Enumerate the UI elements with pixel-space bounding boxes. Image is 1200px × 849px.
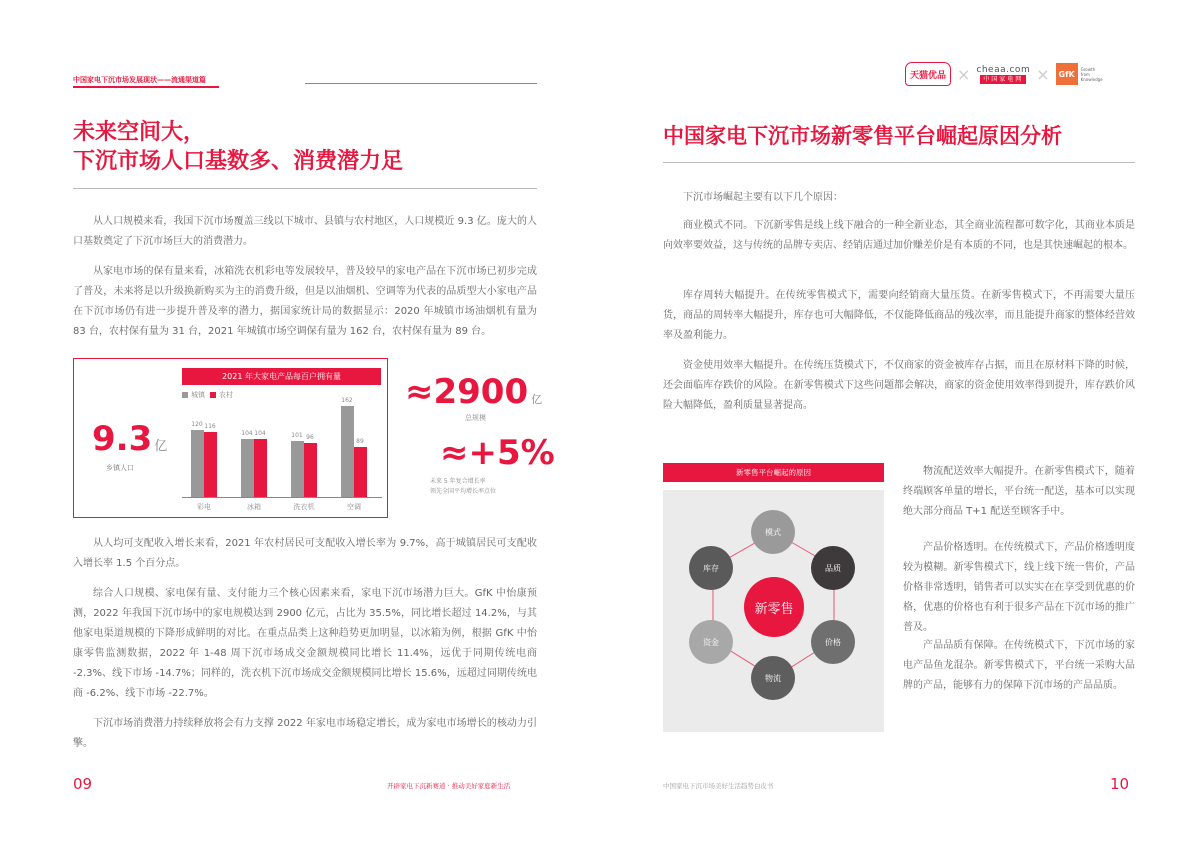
cheaa-logo-text: cheaa.com [976,64,1031,75]
diagram-node: 资金 [689,620,733,664]
diagram-node: 模式 [751,510,795,554]
diagram-node: 价格 [811,620,855,664]
chart-bar [204,432,217,497]
market-size-unit: 亿 [531,393,543,406]
chart-bar [241,439,254,497]
category-label: 空调 [347,503,361,511]
gfk-logo [1056,63,1103,85]
legend-swatch-urban [182,392,188,398]
side-paragraph: 产品品质有保障。在传统模式下，下沉市场的家电产品鱼龙混杂。新零售模式下，平台统一采购大品牌的产品，能够有力的保障下沉市场的产品品质。 [903,640,1135,691]
category-label: 彩电 [197,503,211,511]
paragraph: 从人均可支配收入增长来看，2021 年农村居民可支配收入增长率为 9.7%，高于城镇居民可支配收入增长率 1.5 个百分点。 [73,538,537,569]
chart-bar [191,430,204,497]
gfk-tagline-3: Knowledge [1080,76,1103,82]
chart-bar [341,406,354,497]
cross-icon: × [1036,64,1050,84]
bar-value-label: 96 [306,434,314,442]
diagram-node: 库存 [689,546,733,590]
chart-bar [354,447,367,497]
header-rule [305,83,537,84]
growth-label [430,477,496,497]
paragraph: 资金使用效率大幅提升。在传统压货模式下，不仅商家的资金被库存占据，而且在原材料下降的时候，还会面临库存跌价的风险。在新零售模式下这些问题都会解决，商家的资金使用效率得到提升，库存跌价风险大幅降低，盈利质量显著提高。 [663,360,1135,411]
side-paragraph: 物流配送效率大幅提升。在新零售模式下，随着终端顾客单量的增长，平台统一配送，基本可以实现绝大部分商品 T+1 配送至顾客手中。 [903,466,1135,517]
chart-bar [304,443,317,497]
partner-logos [905,58,1103,90]
title-line-1: 未来空间大， [73,120,206,145]
market-size-stat [405,372,542,412]
title-rule [73,188,537,189]
infobox-chart [73,358,388,518]
paragraph: 从人口规模来看，我国下沉市场覆盖三线以下城市、县镇与农村地区，人口规模近 9.3 亿。庞大的人口基数奠定了下沉市场巨大的消费潜力。 [73,216,537,247]
growth-stat: ≈+5% [440,433,555,473]
chart-bar [291,441,304,497]
category-label: 冰箱 [247,503,261,511]
chart-bar [254,439,267,497]
tmall-logo: 天猫优品 [905,62,951,86]
footer-text: 中国家电下沉市场美好生活趋势白皮书 [663,782,774,790]
bar-value-label: 120 [191,420,203,428]
side-paragraph: 产品价格透明。在传统模式下，产品价格透明度较为模糊。新零售模式下，线上线下统一售价，产品价格非常透明，销售者可以实实在在享受到优惠的价格，优惠的价格也有利于很多产品在下沉市场的推广普及。 [903,542,1135,633]
chart-title: 2021 年大家电产品每百户拥有量 [182,368,381,385]
population-unit: 亿 [154,439,168,454]
gfk-logo-mark: GfK [1056,63,1078,85]
cheaa-logo [976,65,1030,84]
cross-icon: × [957,64,971,84]
paragraph: 商业模式不同。下沉新零售是线上线下融合的一种全新业态，其全商业流程都可数字化，其商业本质是向效率要效益，这与传统的品牌专卖店、经销店通过加价赚差价是有本质的不同，也是其快速崛起的根本。 [663,220,1135,251]
gfk-tagline-1: Growth [1080,66,1096,72]
new-retail-diagram [663,490,884,732]
title-rule [663,162,1135,163]
paragraph: 综合人口规模、家电保有量、支付能力三个核心因素来看，家电下沉市场潜力巨大。GfK 中怡康预测，2022 年我国下沉市场中的家电规模达到 2900 亿元，占比为 35.5%，同比增长超过 14.2%，与其他家电渠道规模的下降形成鲜明的对比。在重点品类上这种趋势更加明显，以冰箱为例，根据 GfK 中怡康零售监测数据，2022 年 1-48 周下沉市场成交金额规模同比增长 11.4%，远优于同期传统电商 -2.3%、线下市场 -14.7%；同样的，洗衣机下沉市场成交金额规模同比增长 15.6%，远超过同期传统电商 -6.2%、线下市场 -22.7%。 [73,588,537,699]
title-line-2: 下沉市场人口基数多、消费潜力足 [73,149,404,174]
section-tag: 中国家电下沉市场发展现状——流通渠道篇 [73,76,206,84]
diagram-node: 品质 [811,546,855,590]
bar-value-label: 89 [356,438,364,446]
cheaa-logo-subtext: 中国家电网 [980,75,1026,84]
paragraph: 库存周转大幅提升。在传统零售模式下，需要向经销商大量压货。在新零售模式下，不再需要大量压货，商品的周转率大幅提升，库存也可大幅降低，不仅能降低商品的残次率，而且能提升商家的整体经营效率及盈利能力。 [663,290,1135,341]
category-label: 洗衣机 [293,503,315,511]
paragraph: 从家电市场的保有量来看，冰箱洗衣机彩电等发展较早，普及较早的家电产品在下沉市场已初步完成了普及，未来将是以升级换新购买为主的消费升级，但是以油烟机、空调等为代表的品质型大小家电产品在下沉市场仍有进一步提升普及率的潜力，据国家统计局的数据显示：2020 年城镇市场油烟机有量为 83 台，农村保有量为 31 台，2021 年城镇市场空调保有量为 162 台，农村保有量为 89 台。 [73,266,537,337]
chart-legend [182,390,233,400]
gfk-tagline-2: from [1080,71,1090,77]
population-label: 乡镇人口 [106,464,134,472]
population-value: 9.3 [92,419,153,459]
diagram-node: 物流 [751,656,795,700]
bar-value-label: 104 [241,429,253,437]
section-tag-underline [73,86,219,88]
diagram-center-node: 新零售 [744,577,804,637]
legend-label-rural: 农村 [219,391,233,399]
diagram-title: 新零售平台崛起的原因 [663,463,884,482]
footer-slogan: 开辟家电下沉新赛道 · 推动美好家庭新生活 [387,782,511,790]
intro-paragraph: 下沉市场崛起主要有以下几个原因： [683,192,843,203]
page-number: 10 [1110,775,1130,793]
page-number: 09 [73,775,93,793]
gfk-tagline [1081,67,1103,82]
growth-label-line-1: 未来 5 年复合增长率 [430,478,486,485]
chart-x-axis [182,497,382,498]
right-page-title: 中国家电下沉市场新零售平台崛起原因分析 [663,124,1062,148]
legend-swatch-rural [210,392,216,398]
bar-value-label: 116 [204,423,216,431]
paragraph: 下沉市场消费潜力持续释放将会有力支撑 2022 年家电市场稳定增长，成为家电市场增长的核动力引擎。 [73,718,537,749]
bar-value-label: 101 [291,431,303,439]
bar-value-label: 162 [341,397,353,405]
page-title [73,118,403,176]
growth-label-line-2: 领先全国平均增长率点位 [430,488,497,495]
market-size-label: 总规模 [465,414,486,422]
legend-label-urban: 城镇 [191,391,205,399]
population-stat [92,419,167,459]
bar-value-label: 104 [254,429,266,437]
market-size-value: ≈2900 [405,372,529,412]
